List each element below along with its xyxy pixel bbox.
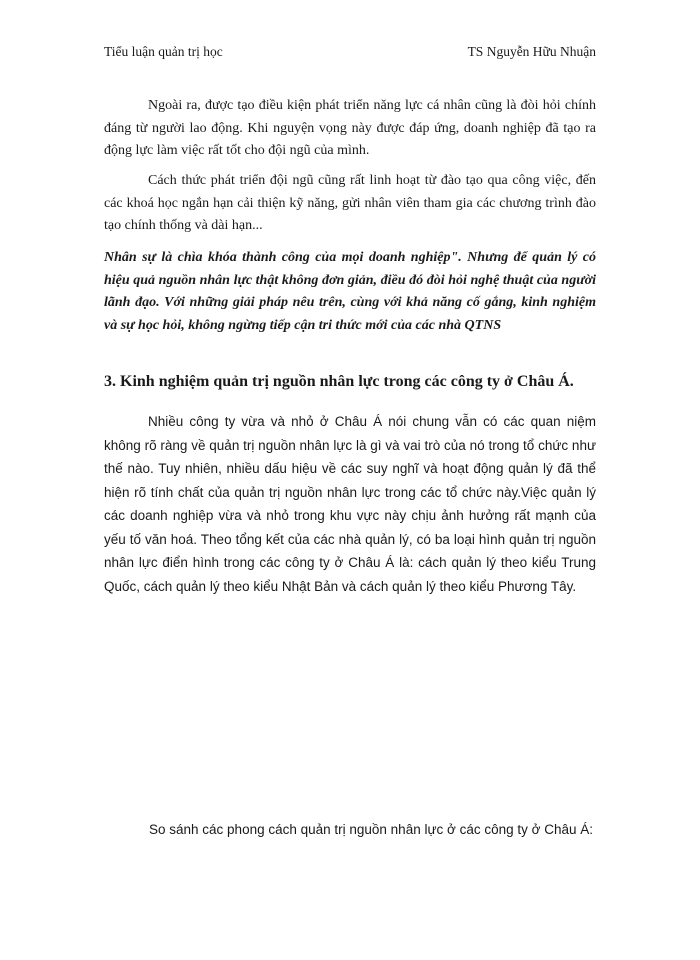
header-course-title: Tiểu luận quản trị học [104,44,223,59]
paragraph-conclusion-emphasis: Nhân sự là chìa khóa thành công của mọi doanh nghiệp". Nhưng để quản lý có hiệu quả nguồn nhân lực thật không đơn giản, điều đó đòi hỏi nghệ thuật của người lãnh đạo. Với những giải pháp nêu trên, cùng với khả năng cố gắng, kinh nghiệm và sự học hỏi, không ngừng tiếp cận tri thức mới của các nhà QTNS [104,250,596,333]
paragraph-training-methods: Cách thức phát triển đội ngũ cũng rất linh hoạt từ đào tạo qua công việc, đến các khoá học ngắn hạn cải thiện kỹ năng, gửi nhân viên tham gia các chương trình đào tạo chính thống và dài hạn... [104,173,596,233]
header-author: TS Nguyễn Hữu Nhuận [467,44,596,59]
paragraph-personal-development: Ngoài ra, được tạo điều kiện phát triển năng lực cá nhân cũng là đòi hỏi chính đáng từ người lao động. Khi nguyện vọng này được đáp ứng, doanh nghiệp đã tạo ra động lực làm việc rất tốt cho đội ngũ của mình. [104,98,596,158]
comparison-caption: So sánh các phong cách quản trị nguồn nhân lực ở các công ty ở Châu Á: [149,822,594,837]
page-header [104,44,596,62]
paragraph-asia-experience: Nhiều công ty vừa và nhỏ ở Châu Á nói chung vẫn có các quan niệm không rõ ràng về quản trị nguồn nhân lực là gì và vai trò của nó trong tổ chức như thế nào. Tuy nhiên, nhiều dấu hiệu về các suy nghĩ và hoạt động quản lý đã thể hiện rõ tính chất của quản trị nguồn nhân lực trong các tổ chức này.Việc quản lý các doanh nghiệp vừa và nhỏ trong khu vực này chịu ảnh hưởng rất mạnh của yếu tố văn hoá. Theo tổng kết của các nhà quản lý, có ba loại hình quản trị nguồn nhân lực điển hình trong các công ty ở Châu Á là: cách quản lý theo kiểu Trung Quốc, cách quản lý theo kiểu Nhật Bản và cách quản lý theo kiểu Phương Tây. [104,414,596,594]
section-heading: 3. Kinh nghiệm quản trị nguồn nhân lực trong các công ty ở Châu Á. [104,373,574,390]
